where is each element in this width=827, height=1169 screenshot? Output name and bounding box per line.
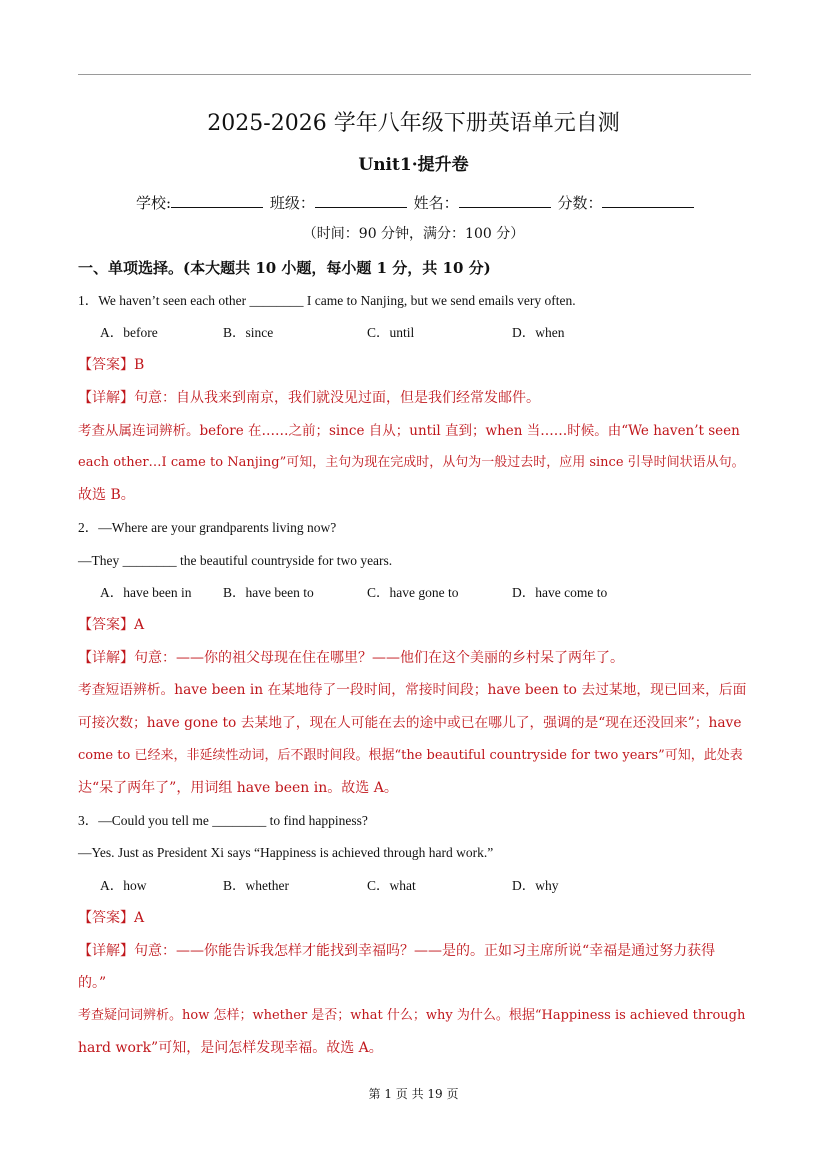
- question-stem: —Yes. Just as President Xi says “Happiness is achieved through hard work.”: [78, 845, 494, 860]
- explanation-line: 的。”: [78, 975, 107, 991]
- explanation-line: each other…I came to Nanjing”可知，主句为现在完成时，从句为一般过去时，应用 since 引导时间状语从句。: [78, 455, 745, 470]
- option-c: C．until: [367, 325, 415, 340]
- question-stem: 2．—Where are your grandparents living now?: [78, 520, 337, 535]
- option-b: B．since: [223, 325, 274, 340]
- time-info: （时间：90 分钟，满分：100 分）: [302, 226, 525, 242]
- option-d: D．have come to: [512, 585, 608, 600]
- name-label: 姓名：: [413, 194, 459, 212]
- header-rule: [78, 74, 751, 75]
- option-a: A．have been in: [100, 585, 192, 600]
- explanation-line: 故选 B。: [78, 487, 135, 503]
- option-d: D．why: [512, 878, 559, 893]
- explanation-line: hard work”可知，是问怎样发现幸福。故选 A。: [78, 1040, 383, 1056]
- answer-label: 【答案】B: [78, 357, 145, 373]
- class-blank: [315, 190, 407, 208]
- student-info-fields: [136, 190, 696, 216]
- explanation-line: 考查从属连词辨析。before 在……之前；since 自从；until 直到；when 当……时候。由“We haven’t seen: [78, 423, 740, 439]
- score-label: 分数：: [557, 194, 603, 212]
- explanation-line: 【详解】句意：——你的祖父母现在住在哪里？——他们在这个美丽的乡村呆了两年了。: [78, 650, 624, 666]
- option-c: C．what: [367, 878, 416, 893]
- option-d: D．when: [512, 325, 565, 340]
- explanation-line: 考查短语辨析。have been in 在某地待了一段时间，常接时间段；have been to 去过某地，现已回来，后面: [78, 682, 747, 698]
- class-label: 班级：: [269, 194, 315, 212]
- explanation-line: come to 已经来，非延续性动词，后不跟时间段。根据“the beautiful countryside for two years”可知，此处表: [78, 748, 743, 763]
- option-b: B．whether: [223, 878, 289, 893]
- page-title: 2025-2026 学年八年级下册英语单元自测: [207, 111, 620, 136]
- explanation-line: 考查疑问词辨析。how 怎样；whether 是否；what 什么；why 为什么。根据“Happiness is achieved through: [78, 1008, 746, 1023]
- explanation-line: 【详解】句意：自从我来到南京，我们就没见过面，但是我们经常发邮件。: [78, 390, 540, 406]
- school-label: 学校:: [136, 194, 172, 212]
- answer-label: 【答案】A: [78, 910, 145, 926]
- name-blank: [459, 190, 551, 208]
- explanation-line: 达“呆了两年了”，用词组 have been in。故选 A。: [78, 780, 398, 796]
- option-c: C．have gone to: [367, 585, 459, 600]
- option-a: A．how: [100, 878, 147, 893]
- score-blank: [602, 190, 694, 208]
- question-stem: —They ________ the beautiful countryside for two years.: [78, 553, 393, 568]
- explanation-line: 可接次数；have gone to 去某地了，现在人可能在去的途中或已在哪儿了，强调的是“现在还没回来”；have: [78, 715, 742, 731]
- explanation-line: 【详解】句意：——你能告诉我怎样才能找到幸福吗？——是的。正如习主席所说“幸福是通过努力获得: [78, 943, 716, 959]
- section-title: 一、单项选择。(本大题共 10 小题，每小题 1 分，共 10 分): [78, 259, 491, 277]
- question-stem: 1．We haven’t seen each other ________ I came to Nanjing, but we send emails very often.: [78, 293, 576, 308]
- option-b: B．have been to: [223, 585, 314, 600]
- school-blank: [171, 190, 263, 208]
- answer-label: 【答案】A: [78, 617, 145, 633]
- page-subtitle: Unit1·提升卷: [358, 155, 469, 175]
- question-stem: 3．—Could you tell me ________ to find happiness?: [78, 813, 368, 828]
- page-footer: 第 1 页 共 19 页: [368, 1087, 459, 1101]
- option-a: A．before: [100, 325, 158, 340]
